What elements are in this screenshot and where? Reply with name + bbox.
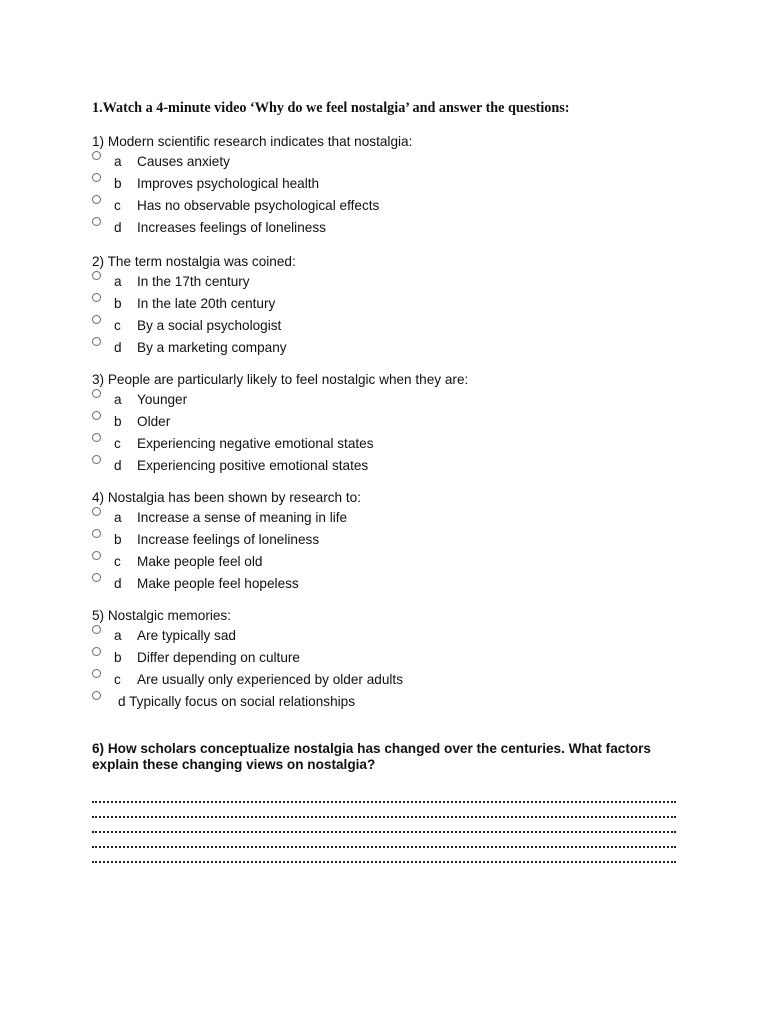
radio-button-icon[interactable] bbox=[92, 217, 101, 226]
radio-button-icon[interactable] bbox=[92, 293, 101, 302]
question-text: 3) People are particularly likely to feel nostalgic when they are: bbox=[92, 372, 469, 387]
option-letter: c bbox=[114, 554, 121, 569]
option-5b[interactable] bbox=[92, 647, 692, 669]
option-label: Are typically sad bbox=[137, 628, 236, 643]
option-letter: a bbox=[114, 628, 122, 643]
option-letter: b bbox=[114, 296, 122, 311]
option-2d[interactable] bbox=[92, 337, 692, 359]
radio-button-icon[interactable] bbox=[92, 455, 101, 464]
question-3 bbox=[92, 371, 692, 477]
option-letter: b bbox=[114, 650, 122, 665]
option-letter: a bbox=[114, 392, 122, 407]
option-label: Increase a sense of meaning in life bbox=[137, 510, 348, 525]
answer-line[interactable] bbox=[92, 803, 676, 818]
radio-button-icon[interactable] bbox=[92, 411, 101, 420]
radio-button-icon[interactable] bbox=[92, 625, 101, 634]
question-text: 2) The term nostalgia was coined: bbox=[92, 254, 296, 269]
radio-button-icon[interactable] bbox=[92, 151, 101, 160]
option-3a[interactable] bbox=[92, 389, 692, 411]
option-label: Increases feelings of loneliness bbox=[137, 220, 326, 235]
option-4a[interactable] bbox=[92, 507, 692, 529]
option-4d[interactable] bbox=[92, 573, 692, 595]
question-4 bbox=[92, 489, 692, 595]
option-3c[interactable] bbox=[92, 433, 692, 455]
answer-line[interactable] bbox=[92, 848, 676, 863]
radio-button-icon[interactable] bbox=[92, 433, 101, 442]
option-label: Has no observable psychological effects bbox=[137, 198, 380, 213]
option-label: d Typically focus on social relationships bbox=[118, 694, 356, 709]
option-5c[interactable] bbox=[92, 669, 692, 691]
option-1a[interactable] bbox=[92, 151, 692, 173]
option-letter: b bbox=[114, 176, 122, 191]
option-label: In the 17th century bbox=[137, 274, 250, 289]
option-label: Differ depending on culture bbox=[137, 650, 300, 665]
option-label: By a marketing company bbox=[137, 340, 287, 355]
radio-button-icon[interactable] bbox=[92, 195, 101, 204]
option-letter: a bbox=[114, 274, 122, 289]
answer-line[interactable] bbox=[92, 788, 676, 803]
option-3b[interactable] bbox=[92, 411, 692, 433]
option-label: Younger bbox=[137, 392, 188, 407]
option-5d[interactable] bbox=[92, 691, 692, 713]
option-letter: d bbox=[114, 458, 122, 473]
option-letter: d bbox=[114, 576, 122, 591]
option-letter: b bbox=[114, 414, 122, 429]
radio-button-icon[interactable] bbox=[92, 691, 101, 700]
question-5 bbox=[92, 607, 692, 713]
option-label: Improves psychological health bbox=[137, 176, 320, 191]
option-letter: b bbox=[114, 532, 122, 547]
question-text: 4) Nostalgia has been shown by research to: bbox=[92, 490, 362, 505]
option-4c[interactable] bbox=[92, 551, 692, 573]
option-letter: c bbox=[114, 198, 121, 213]
option-letter: a bbox=[114, 510, 122, 525]
worksheet-title: 1.Watch a 4-minute video ‘Why do we feel nostalgia’ and answer the questions: bbox=[92, 100, 570, 116]
radio-button-icon[interactable] bbox=[92, 271, 101, 280]
option-label: Make people feel old bbox=[137, 554, 263, 569]
radio-button-icon[interactable] bbox=[92, 173, 101, 182]
option-label: Experiencing negative emotional states bbox=[137, 436, 374, 451]
option-label: Older bbox=[137, 414, 171, 429]
option-letter: d bbox=[114, 340, 122, 355]
radio-button-icon[interactable] bbox=[92, 337, 101, 346]
option-1d[interactable] bbox=[92, 217, 692, 239]
radio-button-icon[interactable] bbox=[92, 507, 101, 516]
option-2c[interactable] bbox=[92, 315, 692, 337]
option-label: Are usually only experienced by older adults bbox=[137, 672, 403, 687]
open-question-6: 6) How scholars conceptualize nostalgia has changed over the centuries. What factors explain these changing views on nostalgia? bbox=[92, 741, 651, 772]
option-4b[interactable] bbox=[92, 529, 692, 551]
option-2a[interactable] bbox=[92, 271, 692, 293]
option-1b[interactable] bbox=[92, 173, 692, 195]
radio-button-icon[interactable] bbox=[92, 647, 101, 656]
question-text: 1) Modern scientific research indicates that nostalgia: bbox=[92, 134, 413, 149]
option-letter: a bbox=[114, 154, 122, 169]
answer-line[interactable] bbox=[92, 833, 676, 848]
option-label: Causes anxiety bbox=[137, 154, 230, 169]
option-label: Make people feel hopeless bbox=[137, 576, 299, 591]
radio-button-icon[interactable] bbox=[92, 529, 101, 538]
answer-area[interactable] bbox=[92, 788, 676, 863]
option-label: In the late 20th century bbox=[137, 296, 276, 311]
question-1 bbox=[92, 133, 692, 239]
option-3d[interactable] bbox=[92, 455, 692, 477]
option-2b[interactable] bbox=[92, 293, 692, 315]
radio-button-icon[interactable] bbox=[92, 573, 101, 582]
radio-button-icon[interactable] bbox=[92, 669, 101, 678]
option-label: By a social psychologist bbox=[137, 318, 282, 333]
option-5a[interactable] bbox=[92, 625, 692, 647]
radio-button-icon[interactable] bbox=[92, 315, 101, 324]
question-2 bbox=[92, 253, 692, 359]
radio-button-icon[interactable] bbox=[92, 551, 101, 560]
option-label: Increase feelings of loneliness bbox=[137, 532, 320, 547]
option-letter: c bbox=[114, 672, 121, 687]
option-letter: c bbox=[114, 318, 121, 333]
option-letter: c bbox=[114, 436, 121, 451]
option-1c[interactable] bbox=[92, 195, 692, 217]
question-text: 5) Nostalgic memories: bbox=[92, 608, 231, 623]
option-label: Experiencing positive emotional states bbox=[137, 458, 369, 473]
radio-button-icon[interactable] bbox=[92, 389, 101, 398]
option-letter: d bbox=[114, 220, 122, 235]
answer-line[interactable] bbox=[92, 818, 676, 833]
